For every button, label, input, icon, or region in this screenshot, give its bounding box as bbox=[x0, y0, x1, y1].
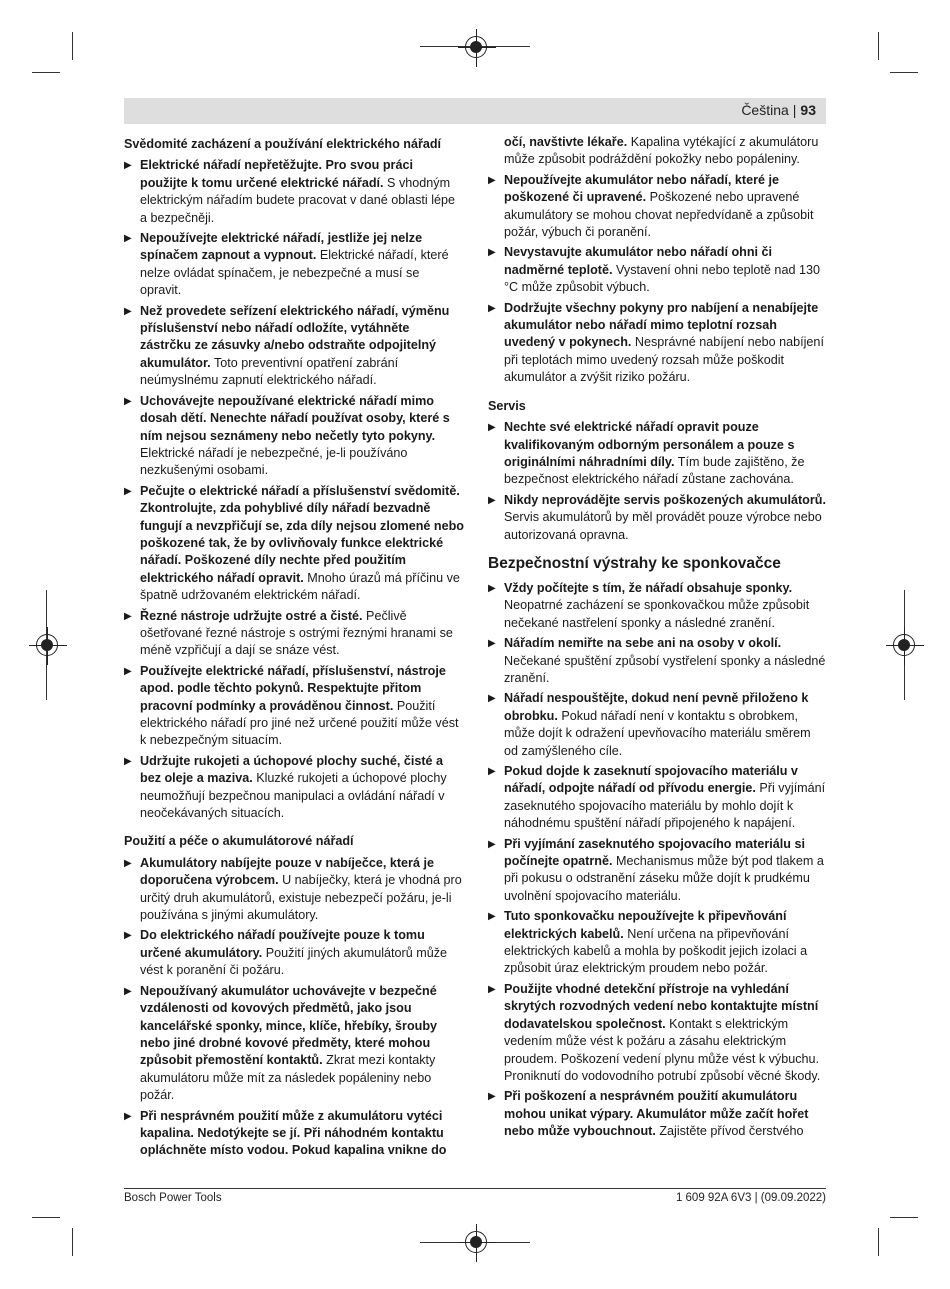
instruction-text: Použití elektrického nářadí pro jiné než určené použití může vést k nebezpečným situacím. bbox=[140, 698, 459, 748]
instruction-bold-text: Než provedete seřízení elektrického nářadí, výměnu příslušenství nebo nářadí odložíte, vytáhněte zástrčku ze zásuvky a/nebo odstraňte odpojitelný akumulátor. bbox=[140, 303, 450, 370]
bullet-triangle-icon: ▶ bbox=[124, 485, 132, 497]
registration-mark-icon bbox=[465, 36, 487, 58]
instruction-text: U nabíječky, která je vhodná pro určitý druh akumulátorů, existuje nebezpečí požáru, je-li používána s jinými akumulátory. bbox=[140, 873, 462, 923]
instruction-text: Tím bude zajištěno, že bezpečnost elektrického nářadí zůstane zachována. bbox=[504, 454, 805, 487]
crop-mark bbox=[890, 1217, 918, 1218]
instruction-bold-text: Nikdy neprovádějte servis poškozených akumulátorů. bbox=[504, 492, 826, 507]
instruction-text: Kapalina vytékající z akumulátoru může způsobit podráždění pokožky nebo popáleniny. bbox=[504, 135, 819, 167]
bullet-triangle-icon: ▶ bbox=[488, 1091, 496, 1103]
bullet-triangle-icon: ▶ bbox=[488, 174, 496, 186]
header-separator: | bbox=[792, 102, 797, 118]
instruction-bold-text: Nepoužívaný akumulátor uchovávejte v bezpečné vzdálenosti od kovových předmětů, jako jsou kancelářské sponky, mince, klíče, hřebíky, šrouby nebo jiné drobné kovové předměty, které mohou způsobit přemostění kontaktů. bbox=[140, 983, 438, 1068]
instruction-bold-text: Dodržujte všechny pokyny pro nabíjení a nenabíjejte akumulátor nebo nářadí mimo teplotní rozsah uvedený v pokynech. bbox=[504, 300, 819, 350]
section-heading: Servis bbox=[488, 398, 526, 413]
header-language: Čeština bbox=[741, 102, 789, 118]
bullet-triangle-icon: ▶ bbox=[488, 494, 496, 506]
bullet-triangle-icon: ▶ bbox=[488, 911, 496, 923]
instruction-text: Vystavení ohni nebo teplotě nad 130 °C může způsobit výbuch. bbox=[504, 262, 820, 295]
instruction-bold-text: Při poškození a nesprávném použití akumulátoru mohou unikat výpary. Akumulátor může začít hořet nebo může vybouchnout. bbox=[504, 1089, 809, 1139]
section-heading: Svědomité zacházení a používání elektrického nářadí bbox=[124, 137, 442, 151]
page-number: 93 bbox=[800, 102, 816, 118]
section-heading: Bezpečnostní výstrahy ke sponkovačce bbox=[488, 554, 781, 572]
safety-instruction bbox=[124, 983, 464, 1105]
instruction-bold-text: Při nesprávném použití může z akumulátoru vytéci kapalina. Nedotýkejte se jí. Při náhodném kontaktu opláchněte místo vodou. Pokud kapalina vnikne do bbox=[140, 1108, 447, 1158]
instruction-bold-text: Nářadím nemiřte na sebe ani na osoby v okolí. bbox=[504, 636, 782, 651]
instruction-text: Zkrat mezi kontakty akumulátoru může mít za následek popáleniny nebo požár. bbox=[140, 1053, 436, 1103]
instruction-bold-text: Pečujte o elektrické nářadí a příslušenství svědomitě. Zkontrolujte, zda pohyblivé díly nářadí bezvadně fungují a nevzpřičují se, zda díly nejsou zlomené nebo poškozené tak, že by ovlivňovaly funkce elektrické nářadí. Poškozené díly nechte před použitím elektrického nářadí opravit. bbox=[140, 483, 464, 585]
right-column bbox=[488, 134, 828, 1144]
crop-mark bbox=[72, 1228, 73, 1256]
crop-mark bbox=[878, 32, 879, 60]
bullet-triangle-icon: ▶ bbox=[488, 983, 496, 995]
header-text bbox=[741, 102, 816, 118]
crop-mark bbox=[32, 1217, 60, 1218]
safety-instruction bbox=[488, 580, 828, 632]
instruction-bold-text: Pokud dojde k zaseknutí spojovacího materiálu v nářadí, odpojte nářadí od přívodu energie. bbox=[504, 764, 798, 796]
instruction-bold-text: Nechte své elektrické nářadí opravit pouze kvalifikovaným odborným personálem a pouze s originálními náhradními díly. bbox=[504, 420, 795, 469]
instruction-text: Mechanismus může být pod tlakem a při pokusu o odstranění záseku může dojít k prudkému uvolnění spojovacího materiálu. bbox=[504, 854, 824, 903]
bullet-triangle-icon: ▶ bbox=[124, 395, 132, 407]
safety-instruction bbox=[124, 157, 464, 227]
safety-instruction bbox=[124, 753, 464, 823]
bullet-triangle-icon: ▶ bbox=[124, 665, 132, 677]
instruction-text: Poškozené nebo upravené akumulátory se mohou chovat nepředvídaně a způsobit požár, výbuch či poranění. bbox=[504, 190, 814, 240]
safety-instruction bbox=[124, 927, 464, 979]
instruction-text: Pečlivě ošetřované řezné nástroje s ostrými řeznými hranami se méně vzpřičují a dají se snáze vést. bbox=[140, 608, 453, 658]
instruction-bold-text: očí, navštivte lékaře. bbox=[504, 135, 628, 149]
safety-instruction bbox=[488, 172, 828, 242]
safety-instruction bbox=[488, 763, 828, 833]
bullet-triangle-icon: ▶ bbox=[124, 985, 132, 997]
instruction-text: Při vyjímání zaseknutého spojovacího materiálu by mohlo dojít k náhodnému spuštění nářadí připojeného k napájení. bbox=[504, 781, 826, 831]
section-heading: Použití a péče o akumulátorové nářadí bbox=[124, 834, 354, 849]
instruction-bold-text: Uchovávejte nepoužívané elektrické nářadí mimo dosah dětí. Nenechte nářadí používat osoby, které s ním nejsou seznámeny nebo nečetly tyto pokyny. bbox=[140, 393, 450, 443]
instruction-text: Zajistěte přívod čerstvého bbox=[655, 1124, 804, 1139]
instruction-text: Nesprávné nabíjení nebo nabíjení při teplotách mimo uvedený rozsah může poškodit akumulátor a zvýšit riziko požáru. bbox=[504, 335, 824, 385]
safety-instruction bbox=[124, 303, 464, 390]
safety-instruction bbox=[488, 635, 828, 687]
footer-brand: Bosch Power Tools bbox=[124, 1192, 222, 1204]
instruction-text: Není určena na připevňování elektrických kabelů a mohla by poškodit jejich izolaci a způsobit úraz elektrickým proudem nebo požár. bbox=[504, 926, 808, 976]
safety-instruction bbox=[488, 300, 828, 387]
instruction-bold-text: Při vyjímání zaseknutého spojovacího materiálu si počínejte opatrně. bbox=[504, 836, 805, 869]
instruction-bold-text: Do elektrického nářadí používejte pouze k tomu určené akumulátory. bbox=[140, 928, 425, 960]
safety-instruction bbox=[488, 492, 828, 544]
footer-divider bbox=[124, 1188, 826, 1189]
instruction-bold-text: Nepoužívejte elektrické nářadí, jestliže jej nelze spínačem zapnout a vypnout. bbox=[140, 231, 423, 263]
registration-mark-icon bbox=[465, 1231, 487, 1253]
safety-instruction bbox=[124, 230, 464, 300]
safety-instruction bbox=[488, 690, 828, 760]
instruction-text: Neopatrné zacházení se sponkovačkou může způsobit nečekané nastřelení sponky a následné zranění. bbox=[504, 598, 810, 630]
bullet-triangle-icon: ▶ bbox=[124, 610, 132, 622]
safety-instruction bbox=[488, 836, 828, 906]
bullet-triangle-icon: ▶ bbox=[488, 422, 496, 434]
bullet-triangle-icon: ▶ bbox=[124, 305, 132, 317]
safety-instruction bbox=[124, 855, 464, 925]
instruction-bold-text: Použijte vhodné detekční přístroje na vyhledání skrytých rozvodných vedení nebo kontaktujte místní dodavatelskou společnost. bbox=[504, 981, 819, 1031]
instruction-bold-text: Akumulátory nabíjejte pouze v nabíječce, která je doporučena výrobcem. bbox=[140, 855, 434, 888]
safety-instruction bbox=[488, 419, 828, 489]
instruction-bold-text: Tuto sponkovačku nepoužívejte k připevňování elektrických kabelů. bbox=[504, 909, 787, 941]
bullet-triangle-icon: ▶ bbox=[488, 247, 496, 259]
bullet-triangle-icon: ▶ bbox=[488, 838, 496, 850]
instruction-text: Servis akumulátorů by měl provádět pouze výrobce nebo autorizovaná opravna. bbox=[504, 510, 822, 542]
instruction-bold-text: Nevystavujte akumulátor nebo nářadí ohni či nadměrné teplotě. bbox=[504, 245, 773, 277]
bullet-triangle-icon: ▶ bbox=[124, 160, 132, 172]
bullet-triangle-icon: ▶ bbox=[124, 755, 132, 767]
instruction-text: Elektrické nářadí je nebezpečné, je-li používáno nezkušenými osobami. bbox=[140, 445, 408, 478]
instruction-text: Kontakt s elektrickým vedením může vést k požáru a zásahu elektrickým proudem. Poškození vedení plynu může vést k výbuchu. Proniknutí do vodovodního potrubí způsobí věcné škody. bbox=[504, 1016, 821, 1083]
bullet-triangle-icon: ▶ bbox=[124, 1110, 132, 1122]
bullet-triangle-icon: ▶ bbox=[124, 930, 132, 942]
instruction-bold-text: Používejte elektrické nářadí, příslušenství, nástroje apod. podle těchto pokynů. Respektujte přitom pracovní podmínky a prováděnou činnost. bbox=[140, 663, 446, 713]
safety-instruction bbox=[488, 1088, 828, 1140]
safety-instruction bbox=[124, 663, 464, 750]
left-column bbox=[124, 134, 464, 1163]
instruction-bold-text: Elektrické nářadí nepřetěžujte. Pro svou práci použijte k tomu určené elektrické nářadí. bbox=[140, 158, 413, 190]
registration-mark-icon bbox=[893, 634, 915, 656]
instruction-text: Použití jiných akumulátorů může vést k poranění či požáru. bbox=[140, 945, 448, 978]
instruction-bold-text: Udržujte rukojeti a úchopové plochy suché, čisté a bez oleje a maziva. bbox=[140, 753, 444, 786]
crop-mark bbox=[878, 1228, 879, 1256]
instruction-bold-text: Nářadí nespouštějte, dokud není pevně přiloženo k obrobku. bbox=[504, 691, 809, 723]
instruction-bold-text: Řezné nástroje udržujte ostré a čisté. bbox=[140, 608, 363, 623]
safety-instruction bbox=[124, 1108, 464, 1160]
safety-instruction bbox=[488, 908, 828, 978]
instruction-text: Elektrické nářadí, které nelze ovládat spínačem, je nebezpečné a musí se opravit. bbox=[140, 248, 449, 298]
instruction-text: Toto preventivní opatření zabrání neúmyslnému zapnutí elektrického nářadí. bbox=[140, 355, 399, 388]
bullet-triangle-icon: ▶ bbox=[488, 766, 496, 777]
bullet-triangle-icon: ▶ bbox=[488, 693, 496, 705]
safety-instruction bbox=[124, 483, 464, 605]
bullet-triangle-icon: ▶ bbox=[124, 857, 132, 869]
footer-doc-id: 1 609 92A 6V3 | (09.09.2022) bbox=[675, 1192, 826, 1204]
safety-instruction-continuation bbox=[488, 134, 828, 169]
crop-mark bbox=[32, 72, 60, 73]
bullet-triangle-icon: ▶ bbox=[488, 302, 496, 314]
instruction-text: S vhodným elektrickým nářadím budete pracovat v dané oblasti lépe a bezpečněji. bbox=[140, 175, 456, 225]
safety-instruction bbox=[488, 981, 828, 1085]
instruction-text: Mnoho úrazů má příčinu ve špatně udržovaném elektrickém nářadí. bbox=[140, 570, 460, 603]
instruction-text: Pokud nářadí není v kontaktu s obrobkem, může dojít k odražení upevňovacího materiálu směrem od zamýšleného cíle. bbox=[504, 708, 811, 758]
instruction-text: Kluzké rukojeti a úchopové plochy neumožňují bezpečnou manipulaci a ovládání nářadí v neočekávaných situacích. bbox=[140, 771, 447, 821]
crop-mark bbox=[72, 32, 73, 60]
page-header bbox=[124, 98, 826, 124]
crop-mark bbox=[890, 72, 918, 73]
bullet-triangle-icon: ▶ bbox=[488, 638, 496, 650]
bullet-triangle-icon: ▶ bbox=[488, 582, 496, 594]
safety-instruction bbox=[124, 393, 464, 480]
registration-mark-icon bbox=[36, 634, 58, 656]
instruction-bold-text: Vždy počítejte s tím, že nářadí obsahuje sponky. bbox=[504, 580, 793, 595]
safety-instruction bbox=[488, 244, 828, 296]
instruction-bold-text: Nepoužívejte akumulátor nebo nářadí, které je poškozené či upravené. bbox=[504, 172, 780, 205]
instruction-text: Nečekané spuštění způsobí vystřelení sponky a následné zranění. bbox=[504, 653, 826, 685]
safety-instruction bbox=[124, 608, 464, 660]
bullet-triangle-icon: ▶ bbox=[124, 233, 132, 245]
